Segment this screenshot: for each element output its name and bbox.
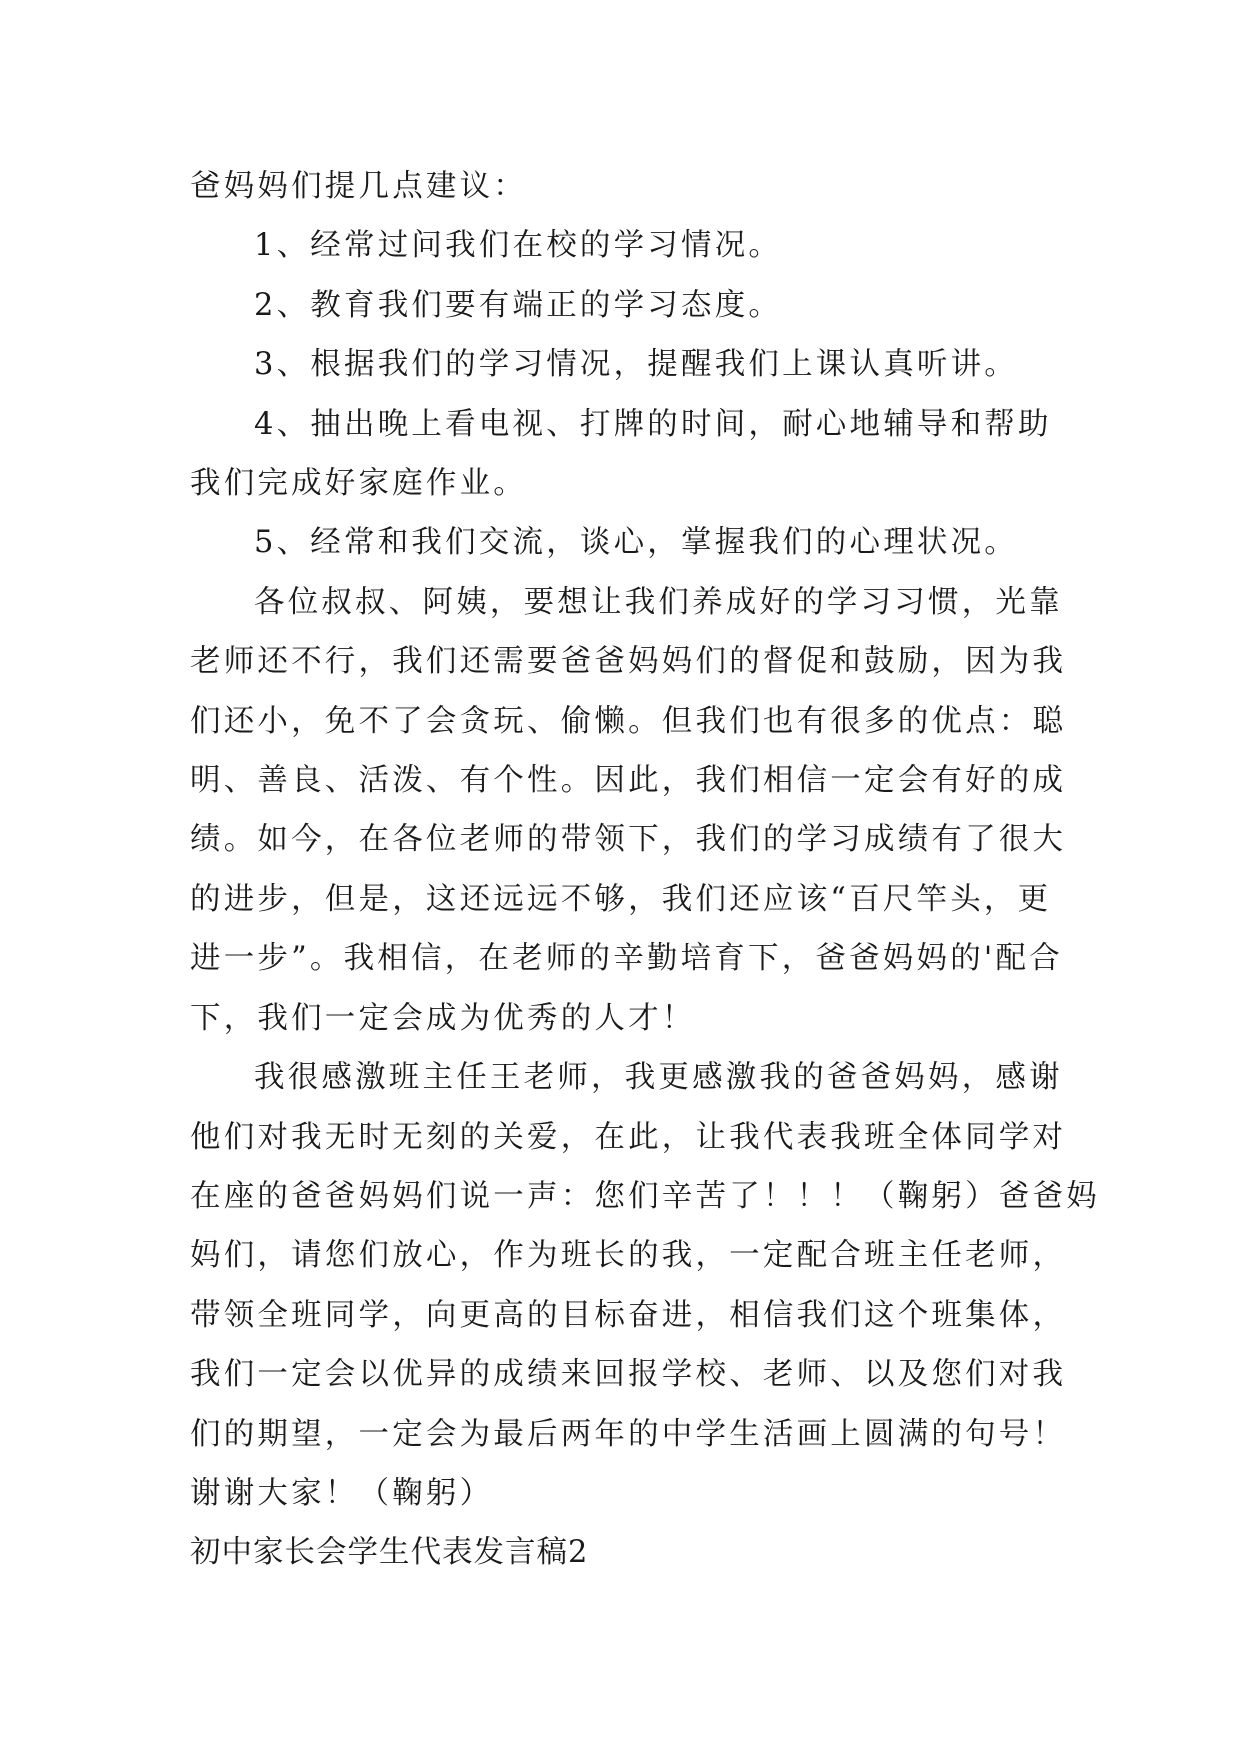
paragraph-start: 我很感激班主任王老师，我更感激我的爸爸妈妈，感谢: [254, 1060, 1063, 1096]
paragraph-start: 各位叔叔、阿姨，要想让我们养成好的学习习惯，光靠: [254, 584, 1063, 620]
text-line: 爸妈妈们提几点建议：: [190, 169, 527, 204]
list-item: 5、经常和我们交流，谈心，掌握我们的心理状况。: [254, 525, 1019, 561]
text-line: 绩。如今，在各位老师的带领下，我们的学习成绩有了很大: [190, 822, 1067, 858]
text-line: 下，我们一定会成为优秀的人才！: [190, 1000, 696, 1036]
text-line: 们还小，免不了会贪玩、偷懒。但我们也有很多的优点：聪: [190, 703, 1067, 739]
text-line: 老师还不行，我们还需要爸爸妈妈们的督促和鼓励，因为我: [190, 644, 1067, 680]
text-line: 明、善良、活泼、有个性。因此，我们相信一定会有好的成: [190, 763, 1067, 799]
text-line: 们的期望，一定会为最后两年的中学生活画上圆满的句号！: [190, 1416, 1067, 1452]
list-item: 2、教育我们要有端正的学习态度。: [254, 287, 783, 323]
text-line: 妈们，请您们放心，作为班长的我，一定配合班主任老师，: [190, 1238, 1067, 1274]
text-line: 的进步，但是，这还远远不够，我们还应该“百尺竿头，更: [190, 881, 1052, 917]
text-line: 我们完成好家庭作业。: [190, 466, 527, 502]
list-item: 1、经常过问我们在校的学习情况。: [254, 228, 783, 264]
text-line: 带领全班同学，向更高的目标奋进，相信我们这个班集体，: [190, 1297, 1067, 1333]
document-body: [190, 157, 1100, 1583]
text-line: 进一步”。我相信，在老师的辛勤培育下，爸爸妈妈的'配合: [190, 941, 1063, 977]
section-heading: 初中家长会学生代表发言稿2: [190, 1535, 589, 1571]
text-line: 他们对我无时无刻的关爱，在此，让我代表我班全体同学对: [190, 1119, 1067, 1155]
text-line: 我们一定会以优异的成绩来回报学校、老师、以及您们对我: [190, 1357, 1067, 1393]
text-line: 谢谢大家！（鞠躬）: [190, 1475, 494, 1511]
text-line: 在座的爸爸妈妈们说一声：您们辛苦了！！！（鞠躬）爸爸妈: [190, 1178, 1100, 1214]
list-item: 3、根据我们的学习情况，提醒我们上课认真听讲。: [254, 347, 1019, 383]
list-item: 4、抽出晚上看电视、打牌的时间，耐心地辅导和帮助: [254, 406, 1052, 442]
